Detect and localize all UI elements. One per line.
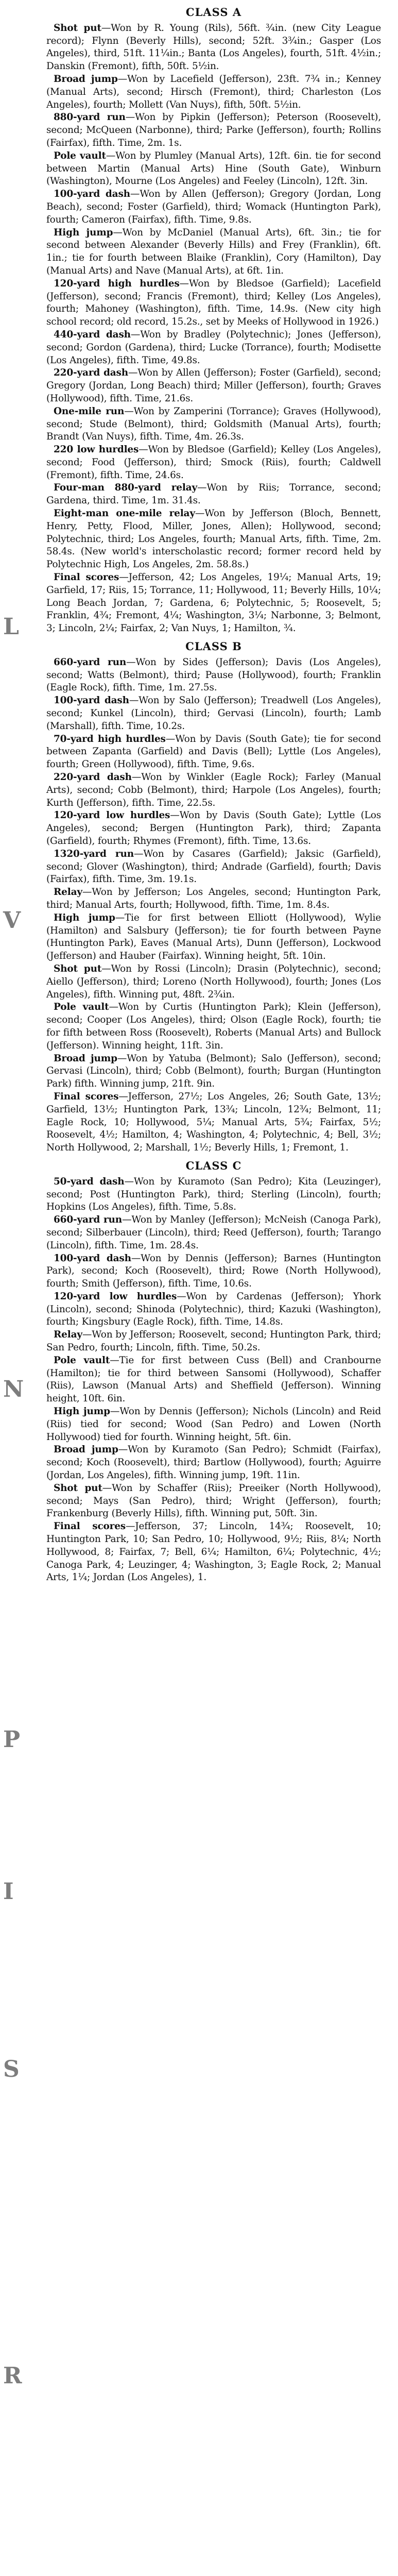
event-result (46, 482, 381, 507)
event-result (46, 886, 381, 912)
event-name: Broad jump (54, 73, 118, 84)
event-result (46, 1354, 381, 1405)
event-text: —Won by Curtis (Huntington Park); Klein (Jefferson), second; Cooper (Los Angeles), third; Olson (Eagle Rock), fourth; tie for fifth between Ross (Roosevelt), Roberts (Manual Arts) and Bullock (Jefferson). Winning height, 11ft. 3in. (46, 1002, 381, 1051)
event-name: Pole vault (54, 150, 106, 161)
event-text: —Won by Allen (Jefferson); Gregory (Jordan, Long Beach), second; Foster (Garfield), third; Womack (Huntington Park), fourth; Cameron (Fairfax), fifth. Time, 9.8s. (46, 189, 381, 225)
event-text: —Won by Riis; Torrance, second; Gardena, third. Time, 1m. 31.4s. (46, 482, 381, 506)
event-result (46, 809, 381, 848)
event-result (46, 1444, 381, 1482)
event-result (46, 1405, 381, 1444)
event-name: Pole vault (54, 1002, 109, 1013)
event-result (46, 912, 381, 963)
event-name: Final scores (54, 572, 119, 583)
event-result (46, 571, 381, 635)
event-name: One-mile run (54, 405, 125, 417)
event-result (46, 656, 381, 694)
event-result (46, 111, 381, 149)
class-heading: CLASS A (185, 6, 242, 19)
event-text: —Won by Jefferson (Bloch, Bennett, Henry, Petty, Flood, Miller, Jones, Allen); Hollywood, second; Polytechnic, third; Los Angeles, fourth; Manual Arts, fifth. Time, 2m. 58.4s. (New world's interscholastic record; former record held by Polytechnic High, Los Angeles, 2m. 58.8s.) (46, 508, 381, 570)
edge-letter: I (3, 1878, 14, 1905)
event-text: —Won by Kuramoto (San Pedro); Schmidt (Fairfax), second; Koch (Roosevelt), third; Bartlow (Hollywood), fourth; Aguirre (Jordan, Los Angeles), fifth. Winning jump, 19ft. 11in. (46, 1444, 381, 1481)
event-result (46, 278, 381, 329)
event-result (46, 1329, 381, 1354)
event-result (46, 188, 381, 226)
event-name: 220 low hurdles (54, 444, 139, 455)
event-text: —Won by Lacefield (Jefferson), 23ft. 7¾ in.; Kenney (Manual Arts), second; Hirsch (Fremont), third; Charleston (Los Angeles), fourth; Mollett (Van Nuys), fifth, 50ft. 5½in. (46, 73, 381, 110)
event-name: High jump (54, 1406, 110, 1417)
event-name: 120-yard low hurdles (54, 810, 170, 821)
event-text: —Won by Manley (Jefferson); McNeish (Canoga Park), second; Silberbauer (Lincoln), third; Reed (Jefferson), fourth; Tarango (Lincoln), fifth. Time, 1m. 28.4s. (46, 1214, 381, 1251)
event-name: 660-yard run (54, 1214, 123, 1226)
edge-letter: V (3, 907, 21, 934)
event-name: High jump (54, 227, 113, 238)
event-name: Shot put (54, 1482, 102, 1494)
event-text: —Jefferson, 42; Los Angeles, 19¼; Manual Arts, 19; Garfield, 17; Riis, 15; Torrance, 11; Hollywood, 11; Beverly Hills, 10¼; Long Beach Jordan, 7; Gardena, 6; Polytechnic, 5; Roosevelt, 5; Franklin, 4¾; Fremont, 4¼; Washington, 3¼; Narbonne, 3; Belmont, 3; Lincoln, 2¼; Fairfax, 2; Van Nuys, 1; Hamilton, ¾. (46, 572, 381, 634)
event-text: —Won by Allen (Jefferson); Foster (Garfield), second; Gregory (Jordan, Long Beach) third; Miller (Jefferson), fourth; Graves (Hollywood), fifth. Time, 21.6s. (46, 367, 381, 404)
event-text: —Won by Zamperini (Torrance); Graves (Hollywood), second; Stude (Belmont), third; Goldsmith (Manual Arts), fourth; Brandt (Van Nuys), fifth. Time, 4m. 26.3s. (46, 405, 381, 443)
event-name: 120-yard low hurdles (54, 1291, 177, 1302)
event-name: 70-yard high hurdles (54, 733, 166, 744)
edge-letter: L (3, 614, 19, 640)
event-result (46, 1482, 381, 1520)
event-name: Broad jump (54, 1444, 118, 1455)
event-result (46, 405, 381, 444)
event-name: 440-yard dash (54, 329, 131, 340)
event-text: —Won by Davis (South Gate); tie for second between Zapanta (Garfield) and Davis (Bell); Lyttle (Los Angeles), fourth; Green (Hollywood), fifth. Time, 9.6s. (46, 733, 381, 770)
event-name: 100-yard dash (54, 189, 130, 200)
event-text: —Won by Jefferson; Los Angeles, second; Huntington Park, third; Manual Arts, fourth; Hollywood, fifth. Time, 1m. 8.4s. (46, 887, 381, 910)
event-result (46, 150, 381, 188)
event-text: —Won by Pipkin (Jefferson); Peterson (Roosevelt), second; McQueen (Narbonne), third; Parke (Jefferson), fourth; Rollins (Fairfax), fifth. Time, 2m. 1s. (46, 112, 381, 148)
event-text: —Won by Cardenas (Jefferson); Yhork (Lincoln), second; Shinoda (Polytechnic), third; Kazuki (Washington), fourth; Kingsbury (Eagle Rock), fifth. Time, 14.8s. (46, 1291, 381, 1328)
event-text: —Won by Sides (Jefferson); Davis (Los Angeles), second; Watts (Belmont), third; Pause (Hollywood), fourth; Franklin (Eagle Rock), fifth. Time, 1m. 27.5s. (46, 656, 381, 693)
event-result (46, 848, 381, 886)
event-name: 120-yard high hurdles (54, 278, 180, 289)
event-result (46, 1053, 381, 1091)
event-result (46, 73, 381, 111)
event-name: Shot put (54, 963, 102, 974)
edge-letter: N (3, 1376, 24, 1402)
event-text: —Won by Dennis (Jefferson); Nichols (Lincoln) and Reid (Riis) tied for second; Wood (San Pedro) and Lowen (North Hollywood) tied for fourth. Winning height, 5ft. 6in. (46, 1406, 381, 1443)
event-text: —Won by Casares (Garfield); Jaksic (Garfield), second; Glover (Washington), third; Andrade (Garfield), fourth; Davis (Fairfax), fifth. Time, 3m. 19.1s. (46, 848, 381, 885)
event-name: 220-yard dash (54, 367, 128, 379)
class-heading: CLASS C (185, 1159, 242, 1172)
event-name: Shot put (54, 22, 101, 33)
event-result (46, 22, 381, 73)
edge-letter: S (3, 2056, 20, 2082)
event-text: —Tie for first between Elliott (Hollywood), Wylie (Hamilton) and Salsbury (Jefferson); tie for fourth between Payne (Huntington Park), Eaves (Manual Arts), Dunn (Jefferson), Lockwood (Jefferson) and Hauber (Fairfax). Winning height, 5ft. 10in. (46, 912, 381, 962)
event-name: Relay (54, 887, 82, 898)
class-heading: CLASS B (185, 640, 242, 653)
event-text: —Won by Bledsoe (Garfield); Kelley (Los Angeles), second; Food (Jefferson), third; Smock (Riis), fourth; Caldwell (Fremont), fifth. Time, 24.6s. (46, 444, 381, 481)
event-name: Four-man 880-yard relay (54, 482, 198, 494)
event-name: 100-yard dash (54, 1252, 131, 1264)
event-result (46, 444, 381, 482)
event-text: —Won by Jefferson; Roosevelt, second; Huntington Park, third; San Pedro, fourth; Lincoln, fifth. Time, 50.2s. (46, 1329, 381, 1353)
event-name: 220-yard dash (54, 772, 132, 783)
event-name: 100-yard dash (54, 695, 129, 706)
track-results-column (46, 4, 381, 2576)
event-text: —Won by Dennis (Jefferson); Barnes (Huntington Park), second; Koch (Roosevelt), third; Rowe (North Hollywood), fourth; Smith (Jefferson), fifth. Time, 10.6s. (46, 1252, 381, 1290)
event-result (46, 1520, 381, 1584)
event-name: 1320-yard run (54, 848, 134, 859)
event-result (46, 694, 381, 733)
edge-letter: P (3, 1726, 21, 1753)
event-result (46, 1252, 381, 1291)
event-text: —Won by Yatuba (Belmont); Salo (Jefferson), second; Gervasi (Lincoln), third; Cobb (Belmont), fourth; Burgan (Huntington Park) fifth. Winning jump, 21ft. 9in. (46, 1053, 381, 1090)
event-result (46, 1001, 381, 1052)
event-name: 660-yard run (54, 656, 127, 668)
event-text: —Won by Winkler (Eagle Rock); Farley (Manual Arts), second; Cobb (Belmont), third; Harpole (Los Angeles), fourth; Kurth (Jefferson), fifth. Time, 22.5s. (46, 772, 381, 808)
event-name: Relay (54, 1329, 82, 1341)
event-result (46, 1214, 381, 1252)
event-text: —Jefferson, 37; Lincoln, 14¾; Roosevelt, 10; Huntington Park, 10; San Pedro, 10; Hollywood, 9½; Riis, 8¼; North Hollywood, 8; Fairfax, 7; Bell, 6¼; Hamilton, 6¼; Polytechnic, 4½; Canoga Park, 4; Leuzinger, 4; Washington, 3; Eagle Rock, 2; Manual Arts, 1¼; Jordan (Los Angeles), 1. (46, 1521, 381, 1583)
event-result (46, 507, 381, 571)
event-text: —Won by Plumley (Manual Arts), 12ft. 6in. tie for second between Martin (Manual Arts) Hine (South Gate), Winburn (Washington), Mourne (Los Angeles) and Feeley (Lincoln), 12ft. 3in. (46, 150, 381, 187)
event-text: —Won by Schaffer (Riis); Preeiker (North Hollywood), second; Mays (San Pedro), third; Wright (Jefferson), fourth; Frankenburg (Beverly Hills), fifth. Winning put, 50ft. 3in. (46, 1482, 381, 1519)
event-text: —Tie for first between Cuss (Bell) and Cranbourne (Hamilton); tie for third between Sansomi (Hollywood), Schaffer (Riis), Lawson (Manual Arts) and Sheffield (Jefferson). Winning height, 10ft. 6in. (46, 1354, 381, 1404)
event-name: Broad jump (54, 1053, 117, 1064)
event-result (46, 733, 381, 771)
event-text: —Won by R. Young (Rils), 56ft. ¾in. (new City League record); Flynn (Beverly Hills), second; 52ft. 3¾in.; Gasper (Los Angeles), third, 51ft. 11¼in.; Banta (Los Angeles), fourth, 51ft. 4½in.; Danskin (Fremont), fifth, 50ft. 5½in. (46, 22, 381, 72)
event-name: Final scores (54, 1091, 119, 1102)
event-text: —Won by Kuramoto (San Pedro); Kita (Leuzinger), second; Post (Huntington Park), third; Sterling (Lincoln), fourth; Hopkins (Los Angeles), fifth. Time, 5.8s. (46, 1176, 381, 1213)
event-text: —Jefferson, 27½; Los Angeles, 26; South Gate, 13½; Garfield, 13½; Huntington Park, 13¾; Lincoln, 12¾; Belmont, 11; Eagle Rock, 10; Hollywood, 5¼; Manual Arts, 5¾; Fairfax, 5½; Roosevelt, 4½; Hamilton, 4; Washington, 4; Polytechnic, 4; Bell, 3½; North Hollywood, 2; Marshall, 1½; Beverly Hills, 1; Fremont, 1. (46, 1091, 381, 1154)
event-text: —Won by Bradley (Polytechnic); Jones (Jefferson), second; Gordon (Gardena), third; Lucke (Torrance), fourth; Modisette (Los Angeles), fifth. Time, 49.8s. (46, 329, 381, 366)
event-result (46, 367, 381, 405)
event-result (46, 1091, 381, 1155)
event-name: High jump (54, 912, 115, 923)
event-name: Eight-man one-mile relay (54, 508, 195, 519)
event-result (46, 1176, 381, 1214)
event-name: 50-yard dash (54, 1176, 125, 1187)
event-result (46, 329, 381, 367)
event-result (46, 227, 381, 278)
event-text: —Won by Salo (Jefferson); Treadwell (Los Angeles), second; Kunkel (Lincoln), third; Gervasi (Lincoln), fourth; Lamb (Marshall), fifth. Time, 10.2s. (46, 695, 381, 732)
event-text: —Won by Rossi (Lincoln); Drasin (Polytechnic), second; Aiello (Jefferson), third; Loreno (North Hollywood), fourth; Jones (Los Angeles), fifth. Winning put, 48ft. 2¾in. (46, 963, 381, 1000)
event-text: —Won by Bledsoe (Garfield); Lacefield (Jefferson), second; Francis (Fremont), third; Kelley (Los Angeles), fourth; Mahoney (Washington), fifth. Time, 14.9s. (New city high school record; old record, 15.2s., set by Meeks of Hollywood in 1926.) (46, 278, 381, 328)
event-result (46, 1291, 381, 1329)
event-name: 880-yard run (54, 112, 126, 123)
event-text: —Won by Davis (South Gate); Lyttle (Los Angeles), second; Bergen (Huntington Park), third; Zapanta (Garfield), fourth; Rhymes (Fremont), fifth. Time, 13.6s. (46, 810, 381, 846)
event-name: Pole vault (54, 1354, 110, 1366)
edge-letter: R (3, 2363, 22, 2389)
event-name: Final scores (54, 1521, 126, 1532)
event-result (46, 963, 381, 1001)
event-result (46, 771, 381, 809)
event-text: —Won by McDaniel (Manual Arts), 6ft. 3in.; tie for second between Alexander (Beverly Hills) and Frey (Franklin), 6ft. 1in.; tie for fourth between Blaike (Franklin), Cory (Hamilton), Day (Manual Arts) and Nave (Manual Arts), at 6ft. 1in. (46, 227, 381, 276)
adjacent-column-edge (0, 0, 34, 2576)
